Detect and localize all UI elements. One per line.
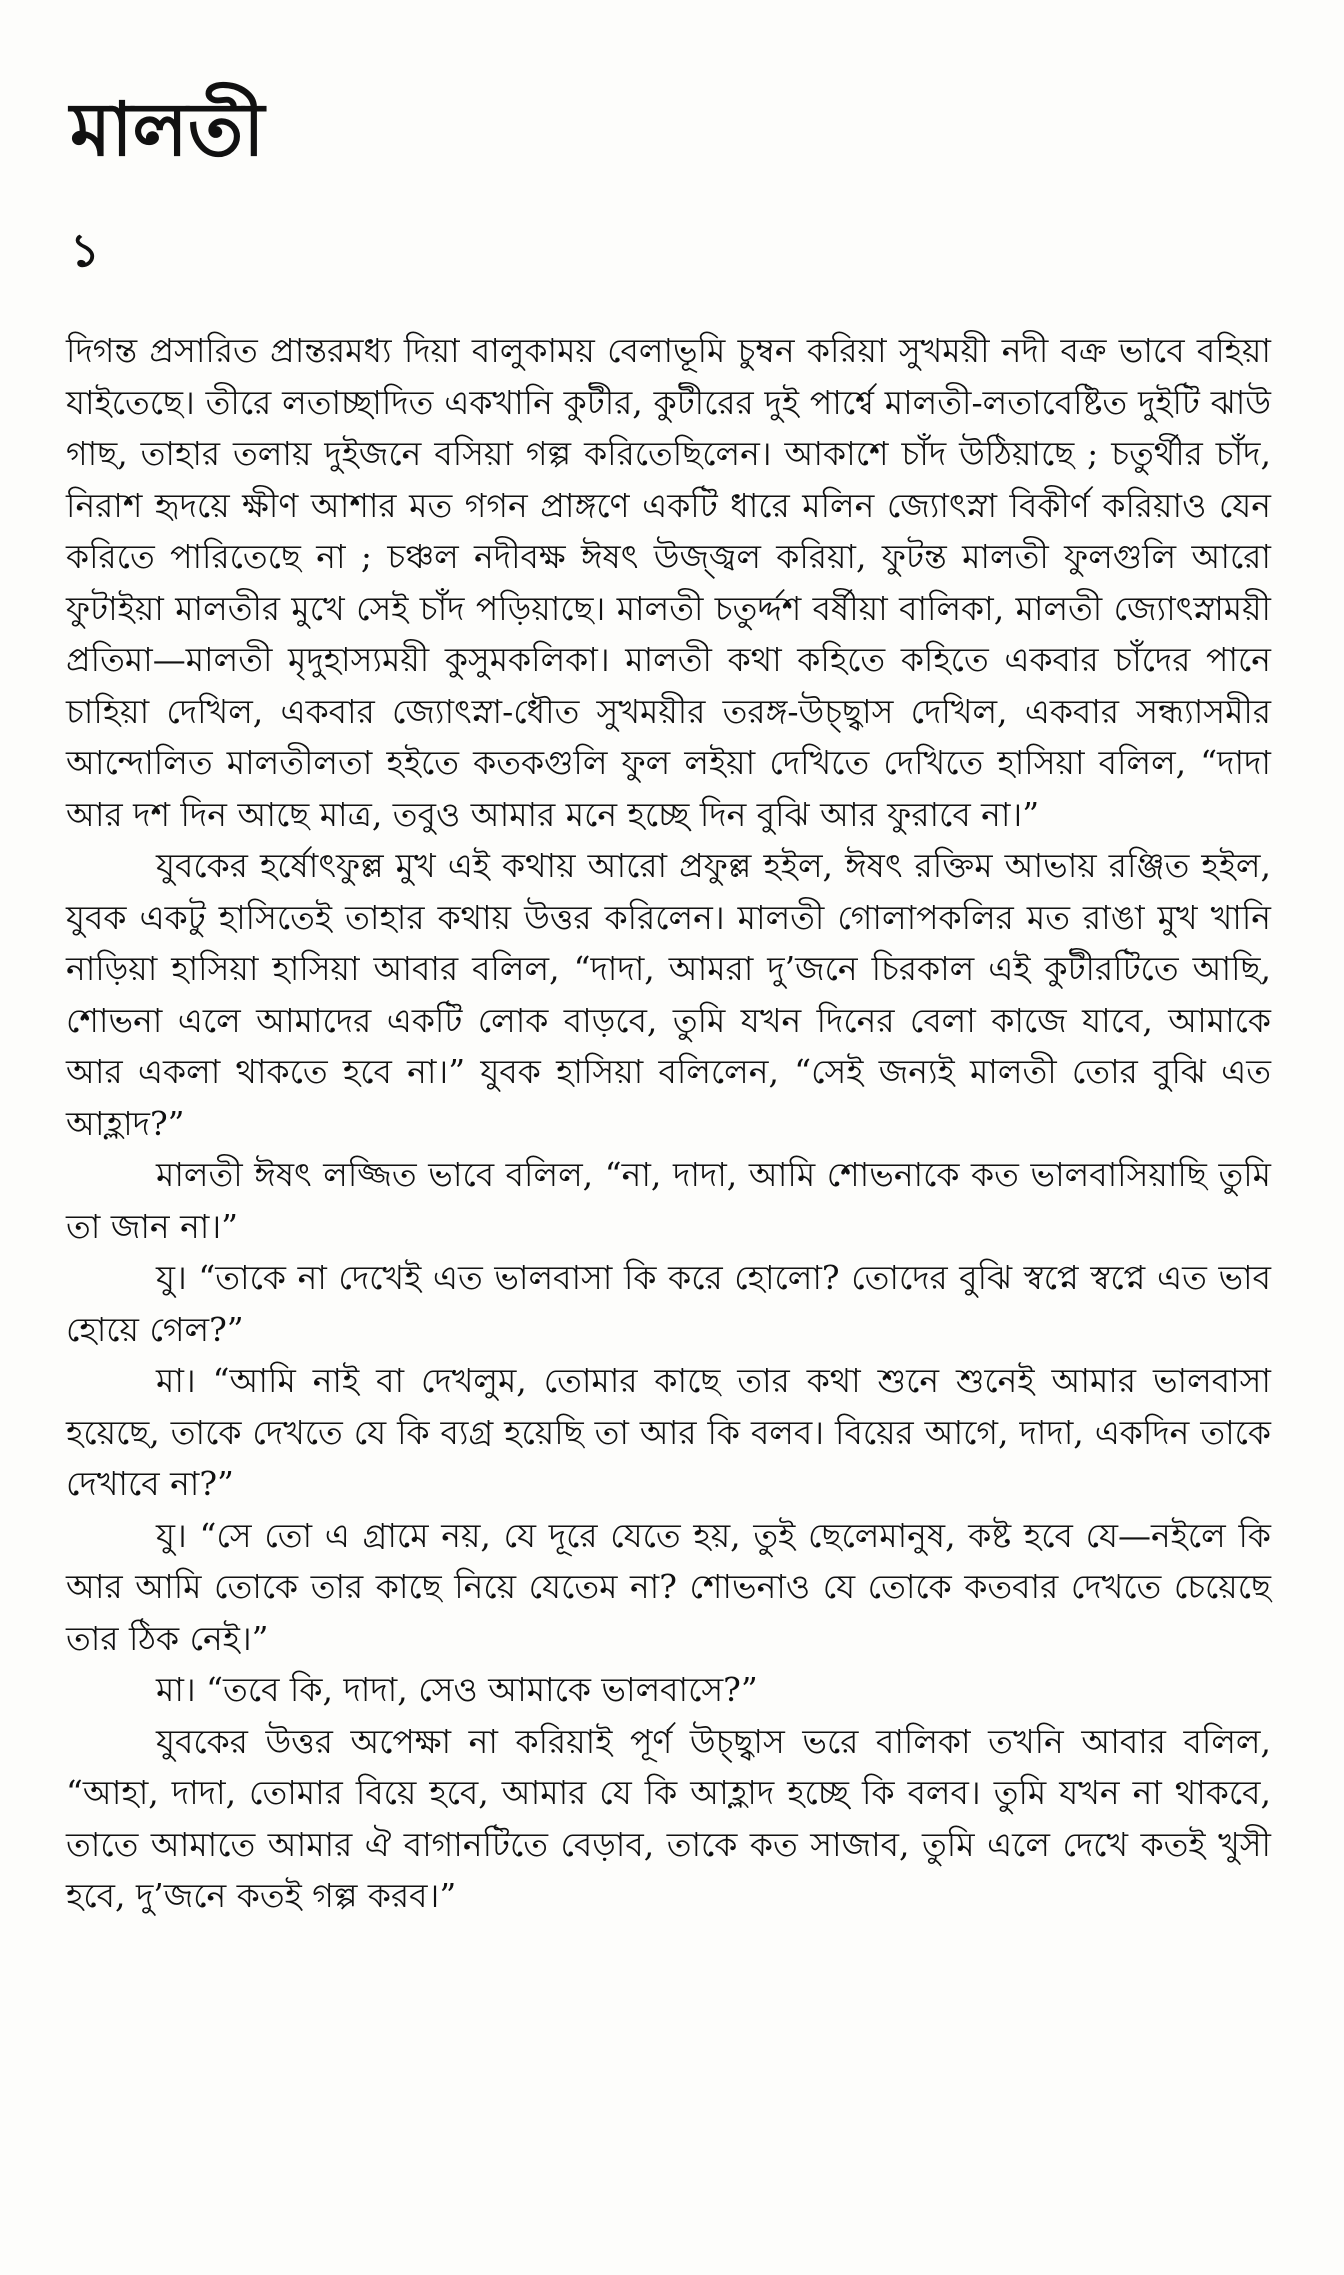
story-title: মালতী <box>70 87 265 173</box>
paragraph: যুবকের হর্ষোৎফুল্ল মুখ এই কথায় আরো প্রফুল্ল হইল, ঈষৎ রক্তিম আভায় রঞ্জিত হইল, যুবক একটু হাসিতেই তাহার কথায় উত্তর করিলেন। মালতী গোলাপকলির মত রাঙা মুখ খানি নাড়িয়া হাসিয়া হাসিয়া আবার বলিল, “দাদা, আমরা দু’জনে চিরকাল এই কুটীরটিতে আছি, শোভনা এলে আমাদের একটি লোক বাড়বে, তুমি যখন দিনের বেলা কাজে যাবে, আমাকে আর একলা থাকতে হবে না।” যুবক হাসিয়া বলিলেন, “সেই জন্যই মালতী তোর বুঝি এত আহ্লাদ?” <box>66 846 1271 1143</box>
story-body <box>66 325 1271 1922</box>
paragraph: দিগন্ত প্রসারিত প্রান্তরমধ্য দিয়া বালুকাময় বেলাভূমি চুম্বন করিয়া সুখময়ী নদী বক্র ভাবে বহিয়া যাইতেছে। তীরে লতাচ্ছাদিত একখানি কুটীর, কুটীরের দুই পার্শ্বে মালতী-লতাবেষ্টিত দুইটি ঝাউ গাছ, তাহার তলায় দুইজনে বসিয়া গল্প করিতেছিলেন। আকাশে চাঁদ উঠিয়াছে ; চতুর্থীর চাঁদ, নিরাশ হৃদয়ে ক্ষীণ আশার মত গগন প্রাঙ্গণে একটি ধারে মলিন জ্যোৎস্না বিকীর্ণ করিয়াও যেন করিতে পারিতেছে না ; চঞ্চল নদীবক্ষ ঈষৎ উজ্জ্বল করিয়া, ফুটন্ত মালতী ফুলগুলি আরো ফুটাইয়া মালতীর মুখে সেই চাঁদ পড়িয়াছে। মালতী চতুর্দ্দশ বর্ষীয়া বালিকা, মালতী জ্যোৎস্নাময়ী প্রতিমা—মালতী মৃদুহাস্যময়ী কুসুমকলিকা। মালতী কথা কহিতে কহিতে একবার চাঁদের পানে চাহিয়া দেখিল, একবার জ্যোৎস্না-ধৌত সুখময়ীর তরঙ্গ-উচ্ছ্বাস দেখিল, একবার সন্ধ্যাসমীর আন্দোলিত মালতীলতা হইতে কতকগুলি ফুল লইয়া দেখিতে দেখিতে হাসিয়া বলিল, “দাদা আর দশ দিন আছে মাত্র, তবুও আমার মনে হচ্ছে দিন বুঝি আর ফুরাবে না।” <box>66 331 1271 834</box>
paragraph: মা। “আমি নাই বা দেখলুম, তোমার কাছে তার কথা শুনে শুনেই আমার ভালবাসা হয়েছে, তাকে দেখতে যে কি ব্যগ্র হয়েছি তা আর কি বলব। বিয়ের আগে, দাদা, একদিন তাকে দেখাবে না?” <box>66 1361 1271 1503</box>
paragraph: মালতী ঈষৎ লজ্জিত ভাবে বলিল, “না, দাদা, আমি শোভনাকে কত ভালবাসিয়াছি তুমি তা জান না।” <box>66 1155 1271 1246</box>
paragraph: যুবকের উত্তর অপেক্ষা না করিয়াই পূর্ণ উচ্ছ্বাস ভরে বালিকা তখনি আবার বলিল, “আহা, দাদা, তোমার বিয়ে হবে, আমার যে কি আহ্লাদ হচ্ছে কি বলব। তুমি যখন না থাকবে, তাতে আমাতে আমার ঐ বাগানটিতে বেড়াব, তাকে কত সাজাব, তুমি এলে দেখে কতই খুসী হবে, দু’জনে কতই গল্প করব।” <box>66 1721 1271 1915</box>
chapter-number: ১ <box>70 223 100 277</box>
paragraph: যু। “সে তো এ গ্রামে নয়, যে দূরে যেতে হয়, তুই ছেলেমানুষ, কষ্ট হবে যে—নইলে কি আর আমি তোকে তার কাছে নিয়ে যেতেম না? শোভনাও যে তোকে কতবার দেখতে চেয়েছে তার ঠিক নেই।” <box>66 1515 1271 1658</box>
paragraph: যু। “তাকে না দেখেই এত ভালবাসা কি করে হোলো? তোদের বুঝি স্বপ্নে স্বপ্নে এত ভাব হোয়ে গেল?” <box>66 1258 1271 1349</box>
paragraph: মা। “তবে কি, দাদা, সেও আমাকে ভালবাসে?” <box>156 1670 758 1709</box>
